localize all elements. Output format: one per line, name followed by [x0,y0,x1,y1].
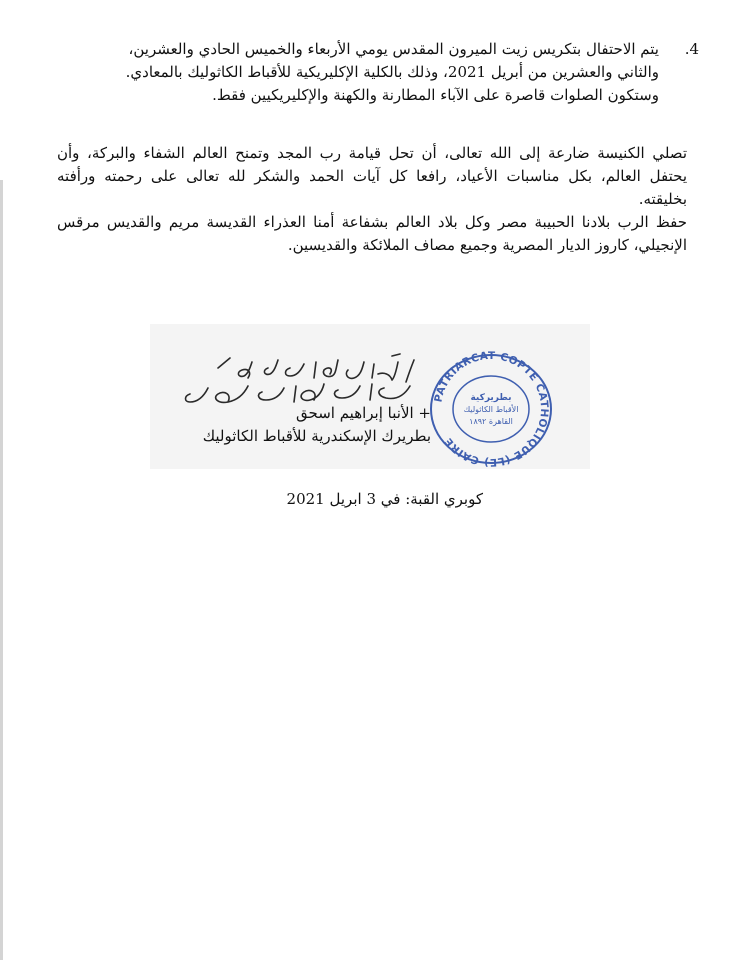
prayer-line-1: تصلي الكنيسة ضارعة إلى الله تعالى، أن تحل قيامة رب المجد وتمنح العالم الشفاء والبركة، وأن [57,144,687,162]
prayer-line-3: بخليقته. [638,190,687,208]
patriarchate-stamp [425,350,557,468]
svg-text:القاهرة ١٨٩٢: القاهرة ١٨٩٢ [469,417,513,426]
svg-text:الأقباط الكاثوليك: الأقباط الكاثوليك [463,405,519,414]
item4-line-3: وستكون الصلوات قاصرة على الآباء المطارنة والكهنة والإكليريكيين فقط. [212,86,659,104]
blessing-line-2: الإنجيلي، كاروز الديار المصرية وجميع مصاف الملائكة والقديسين. [287,236,687,254]
item-number: .4 [684,40,699,58]
numbered-item-4 [49,38,699,107]
scan-left-edge [0,180,3,960]
prayer-line-2: يحتفل العالم، بكل مناسبات الأعياد، رافعا كل آيات الحمد والشكر لله تعالى على رحمته ورأفته [57,167,687,185]
date-line: كوبري القبة: في 3 ابريل 2021 [286,490,483,508]
blessing-line-1: حفظ الرب بلادنا الحبيبة مصر وكل بلاد العالم بشفاعة أمنا العذراء القديسة مريم والقديس مرقس [57,213,687,231]
signature-title: بطريرك الإسكندرية للأقباط الكاثوليك [202,427,431,445]
svg-text:بطريركية: بطريركية [470,393,512,403]
item4-line-2: والثاني والعشرين من أبريل 2021، وذلك بالكلية الإكليريكية للأقباط الكاثوليك بالمعادي. [125,63,659,81]
prayer-paragraph [57,142,687,257]
svg-text:PATRIARCAT COPTE CATHOLIQUE (L: PATRIARCAT COPTE CATHOLIQUE (LE) CAIRE [432,350,551,468]
item4-line-1: يتم الاحتفال بتكريس زيت الميرون المقدس يومي الأربعاء والخميس الحادي والعشرين، [128,40,659,58]
signature-name: + الأنبا إبراهيم اسحق [296,404,431,422]
